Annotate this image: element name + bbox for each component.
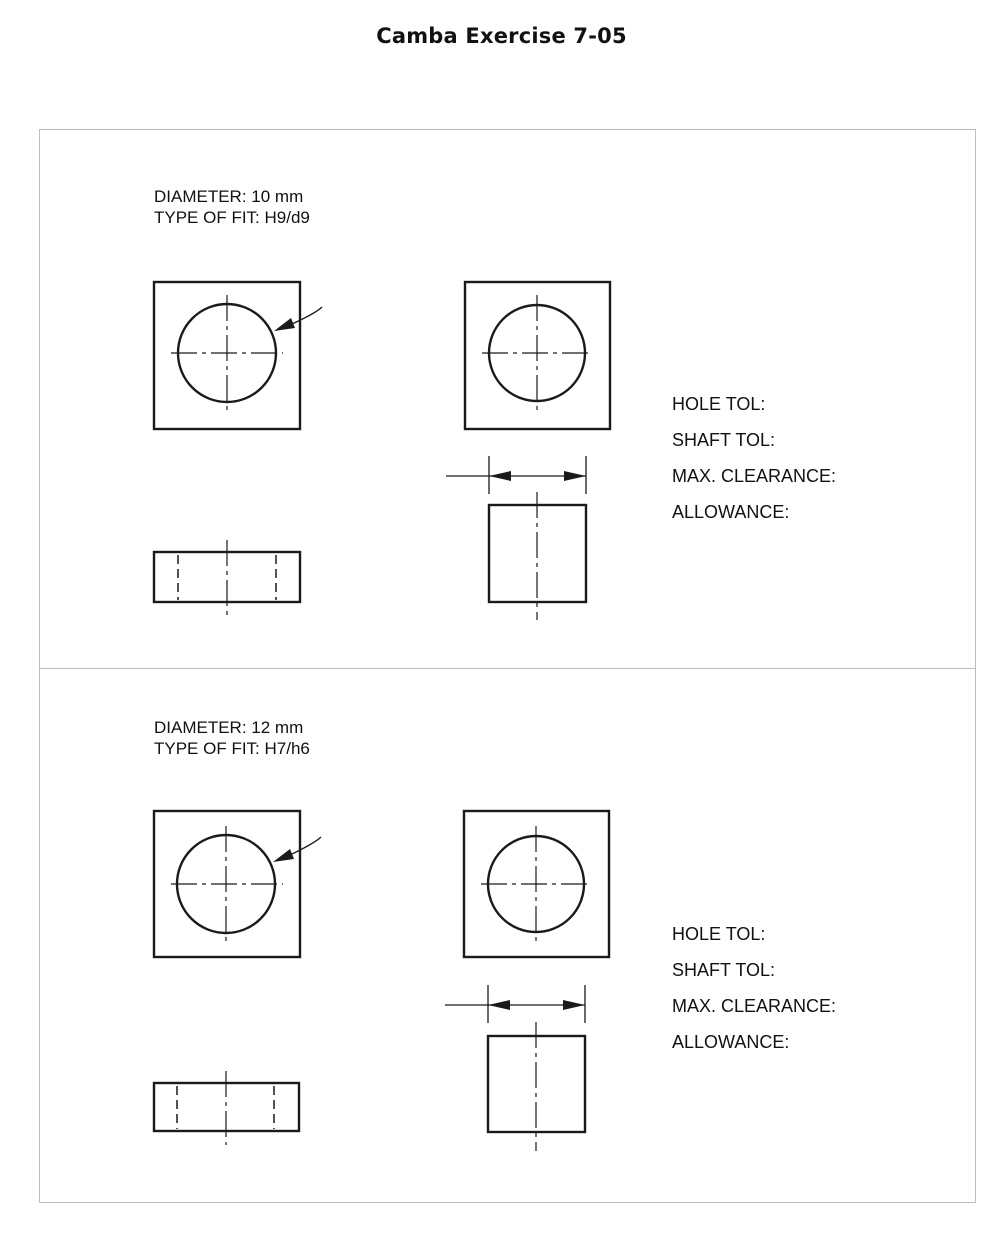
- exercise-1-max-clearance-label: MAX. CLEARANCE:: [672, 466, 837, 486]
- exercise-2-max-clearance-label: MAX. CLEARANCE:: [672, 996, 837, 1016]
- exercise-1-allowance-label: ALLOWANCE:: [672, 502, 790, 522]
- exercise-2-answer-fields: [672, 923, 836, 1067]
- exercise-2-fit-label: TYPE OF FIT: H7/h6: [154, 739, 310, 758]
- exercise-1-fit-label: TYPE OF FIT: H9/d9: [154, 208, 310, 227]
- exercise-2-shaft-front-view: [464, 811, 609, 957]
- exercise-2-leader-arrowhead: [273, 849, 294, 862]
- exercise-panel-1: [40, 130, 975, 667]
- exercise-2-shaft-tol-label: SHAFT TOL:: [672, 960, 776, 980]
- exercise-2-dimension-arrow-left: [488, 1000, 510, 1010]
- page-title: Camba Exercise 7-05: [376, 24, 627, 48]
- exercise-1-hole-tol-label: HOLE TOL:: [672, 394, 766, 414]
- exercise-1-leader-line: [292, 307, 322, 324]
- exercise-2-hole-part-front-view: [154, 811, 321, 957]
- exercise-1-dimension-arrow-right: [564, 471, 586, 481]
- exercise-2-hole-part-top-view: [154, 1071, 299, 1145]
- exercise-1-dimension-arrow-left: [489, 471, 511, 481]
- exercise-2-allowance-label: ALLOWANCE:: [672, 1032, 790, 1052]
- exercise-1-diameter-label: DIAMETER: 10 mm: [154, 187, 304, 206]
- exercise-1-hole-part-top-view: [154, 540, 300, 615]
- exercise-2-diameter-label: DIAMETER: 12 mm: [154, 718, 304, 737]
- exercise-2-leader-line: [290, 837, 321, 855]
- exercise-1-hole-part-front-view: [154, 282, 322, 429]
- exercise-panel-2: [40, 668, 975, 1206]
- exercise-sheet: [39, 129, 976, 1203]
- exercise-1-shaft-front-view: [465, 282, 610, 429]
- exercise-1-shaft-tol-label: SHAFT TOL:: [672, 430, 776, 450]
- exercise-2-shaft-side-view: [445, 985, 585, 1151]
- exercise-1-shaft-side-view: [446, 456, 586, 620]
- exercise-2-dimension-arrow-right: [563, 1000, 585, 1010]
- exercise-2-hole-tol-label: HOLE TOL:: [672, 924, 766, 944]
- exercise-1-answer-fields: [672, 393, 836, 537]
- exercise-1-leader-arrowhead: [274, 318, 295, 331]
